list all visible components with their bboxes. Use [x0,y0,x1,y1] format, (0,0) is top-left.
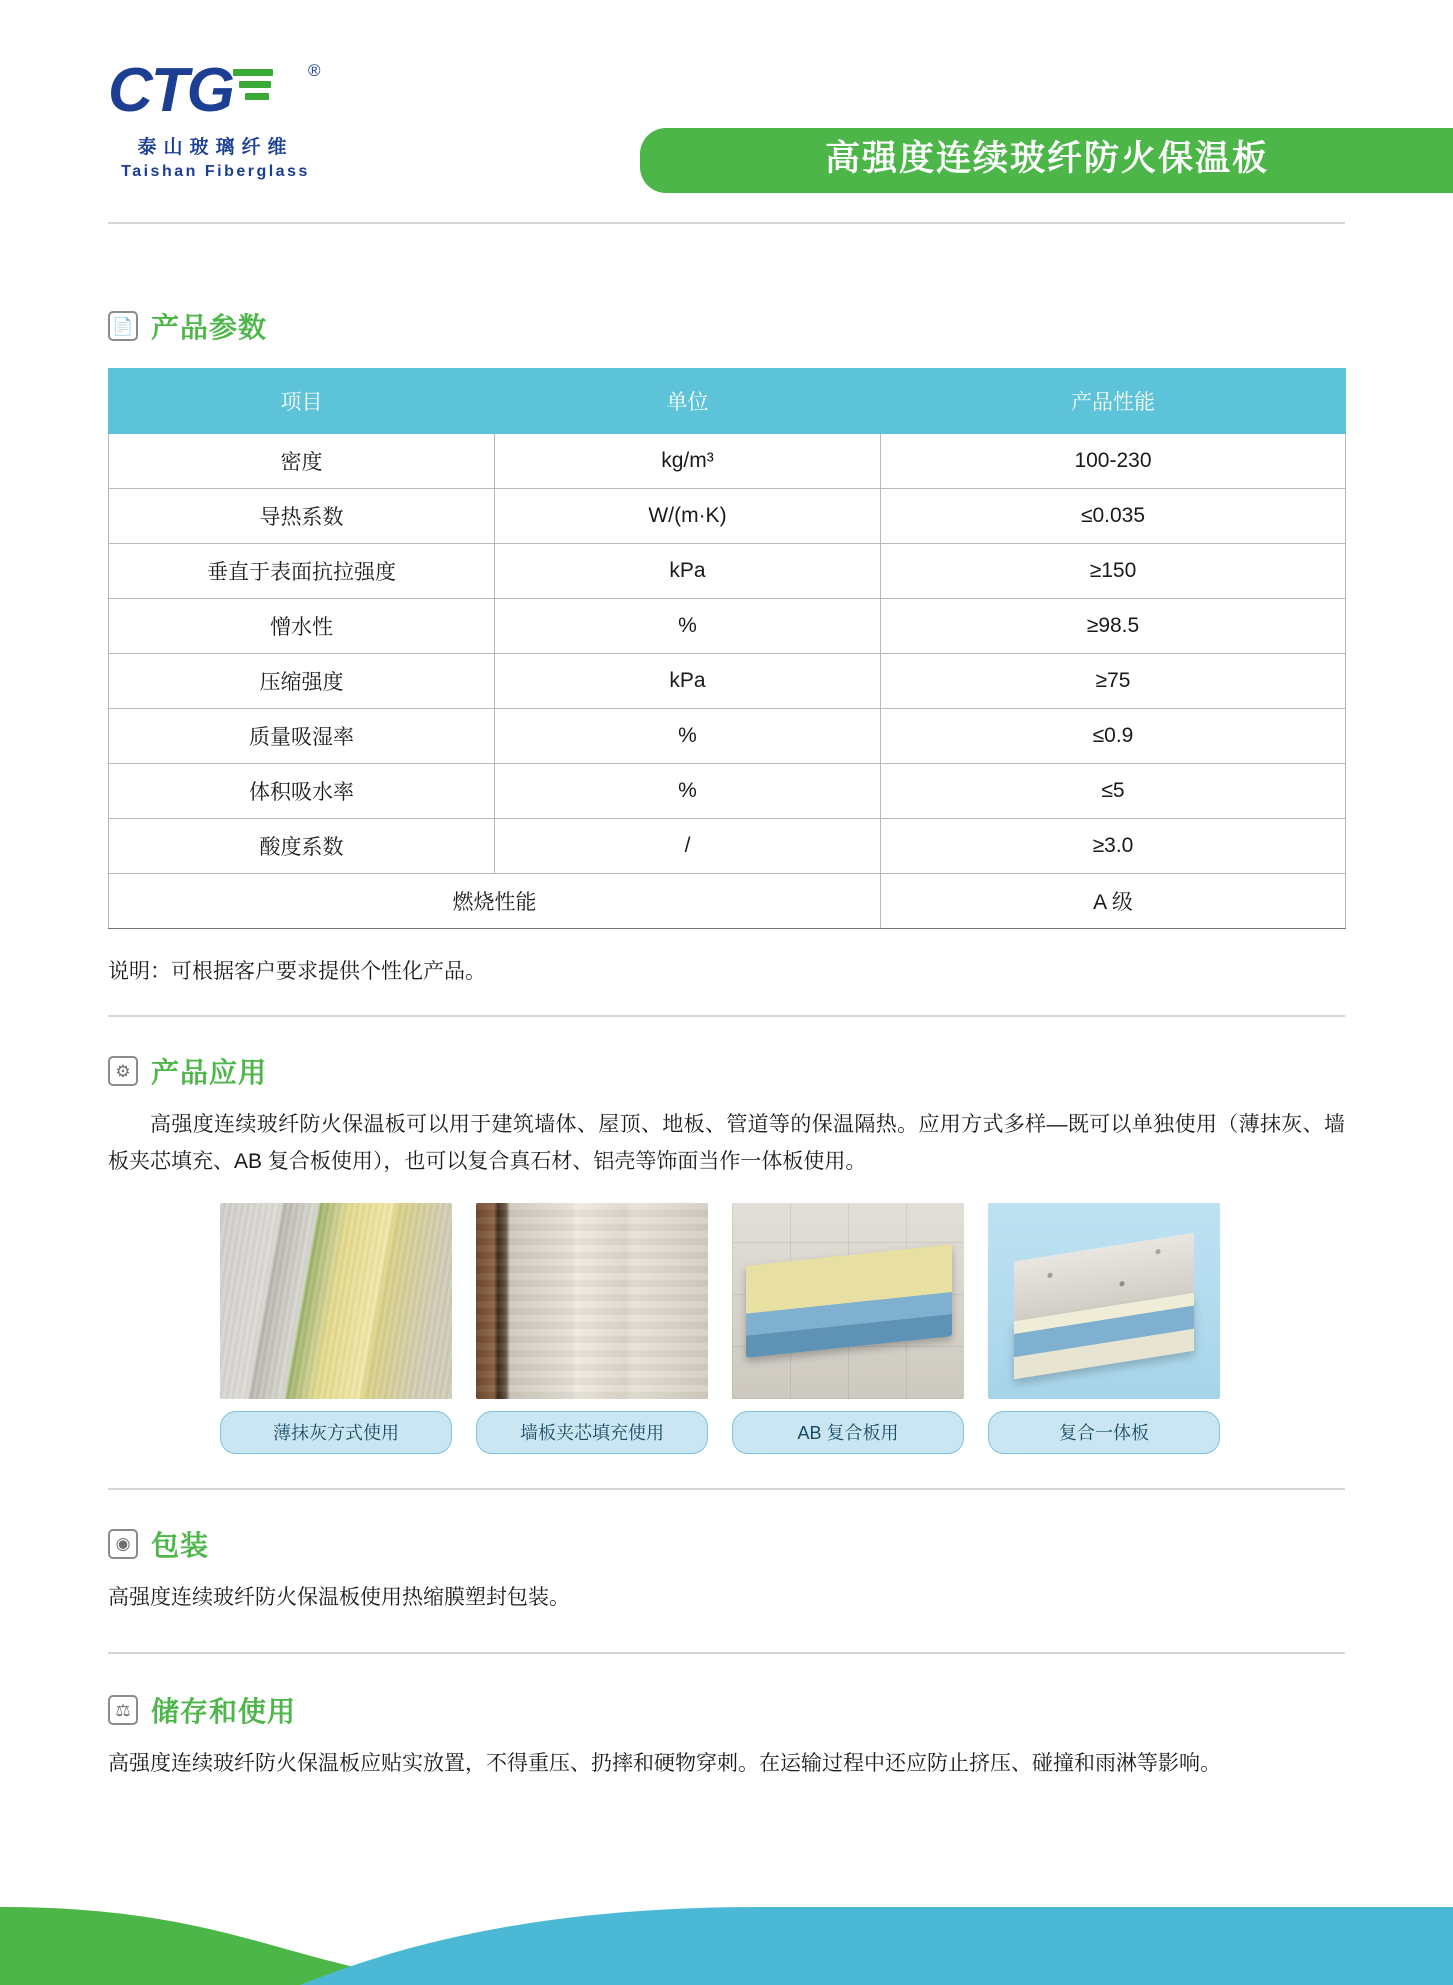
packaging-paragraph: 高强度连续玻纤防火保温板使用热缩膜塑封包装。 [108,1585,570,1609]
product-title-banner: 高强度连续玻纤防火保温板 [640,128,1453,193]
cell-item: 导热系数 [109,489,495,544]
company-name-en: Taishan Fiberglass [121,163,310,180]
application-icon: ⚙ [108,1056,138,1086]
application-paragraph: 高强度连续玻纤防火保温板可以用于建筑墙体、屋顶、地板、管道等的保温隔热。应用方式多样—既可以单独使用（薄抹灰、墙板夹芯填充、AB 复合板使用），也可以复合真石材、铝壳等饰面当作一体板使用。 [108,1113,1345,1173]
cell-unit: kPa [495,544,881,599]
application-image-card [476,1203,708,1454]
table-header-row [109,369,1346,434]
cell-item: 憎水性 [109,599,495,654]
logo-bars-icon [227,69,273,105]
ab-composite-board-usage-image [732,1203,964,1399]
section-header-storage [108,1690,1345,1730]
table-row [109,434,1346,489]
column-header-unit: 单位 [495,369,881,434]
cell-value: ≤0.9 [881,709,1346,764]
section-title-packaging: 包装 [151,1529,210,1561]
image-caption: 薄抹灰方式使用 [220,1411,452,1454]
section-header-packaging [108,1524,1345,1564]
table-row [109,489,1346,544]
product-parameters-table [108,368,1346,929]
cell-unit: kPa [495,654,881,709]
cell-unit: % [495,599,881,654]
cell-item-merged: 燃烧性能 [109,874,881,929]
footer-wave [0,1867,1453,1985]
document-icon: 📄 [108,311,138,341]
section-title-storage: 储存和使用 [151,1696,297,1728]
package-icon: ◉ [108,1529,138,1559]
cell-item: 体积吸水率 [109,764,495,819]
logo-letters: CTG [108,56,233,125]
application-image-card [732,1203,964,1454]
column-header-performance: 产品性能 [881,369,1346,434]
cell-value: ≥75 [881,654,1346,709]
cell-unit: % [495,764,881,819]
section-divider [108,1488,1345,1490]
cell-item: 酸度系数 [109,819,495,874]
company-name-cn: 泰山玻璃纤维 [137,137,294,158]
table-row [109,654,1346,709]
table-row [109,544,1346,599]
section-title-params: 产品参数 [151,312,268,343]
cell-value: ≥150 [881,544,1346,599]
storage-icon: ⚖ [108,1695,138,1725]
cell-item: 密度 [109,434,495,489]
image-caption: 墙板夹芯填充使用 [476,1411,708,1454]
cell-unit: % [495,709,881,764]
table-row [109,764,1346,819]
cell-item: 质量吸湿率 [109,709,495,764]
cell-unit: W/(m·K) [495,489,881,544]
section-divider [108,1652,1345,1654]
table-row [109,599,1346,654]
cell-value: ≤5 [881,764,1346,819]
registered-trademark-icon: ® [308,61,319,80]
application-image-card [988,1203,1220,1454]
storage-paragraph: 高强度连续玻纤防火保温板应贴实放置，不得重压、扔摔和硬物穿刺。在运输过程中还应防止挤压、碰撞和雨淋等影响。 [108,1752,1221,1776]
cell-value: A 级 [881,874,1346,929]
cell-value: 100-230 [881,434,1346,489]
column-header-item: 项目 [109,369,495,434]
table-row [109,819,1346,874]
logo-mark [108,56,348,126]
application-image-row [108,1203,1345,1454]
section-header-application [108,1051,1345,1091]
thin-plaster-usage-image [220,1203,452,1399]
page-header [0,0,1453,228]
header-divider [108,222,1345,224]
application-image-card [220,1203,452,1454]
image-caption: AB 复合板用 [732,1411,964,1454]
company-logo [108,56,348,181]
wall-panel-core-fill-usage-image [476,1203,708,1399]
section-divider [108,1015,1345,1017]
cell-value: ≥98.5 [881,599,1346,654]
cell-value: ≤0.035 [881,489,1346,544]
cell-value: ≥3.0 [881,819,1346,874]
cell-unit: / [495,819,881,874]
section-header-params [108,306,1345,346]
cell-item: 垂直于表面抗拉强度 [109,544,495,599]
table-note: 说明：可根据客户要求提供个性化产品。 [108,960,486,983]
cell-unit: kg/m³ [495,434,881,489]
footer-wave-graphic [0,1867,1453,1985]
table-row [109,709,1346,764]
composite-integrated-board-image [988,1203,1220,1399]
image-caption: 复合一体板 [988,1411,1220,1454]
table-row-merged [109,874,1346,929]
cell-item: 压缩强度 [109,654,495,709]
section-title-application: 产品应用 [151,1057,268,1088]
